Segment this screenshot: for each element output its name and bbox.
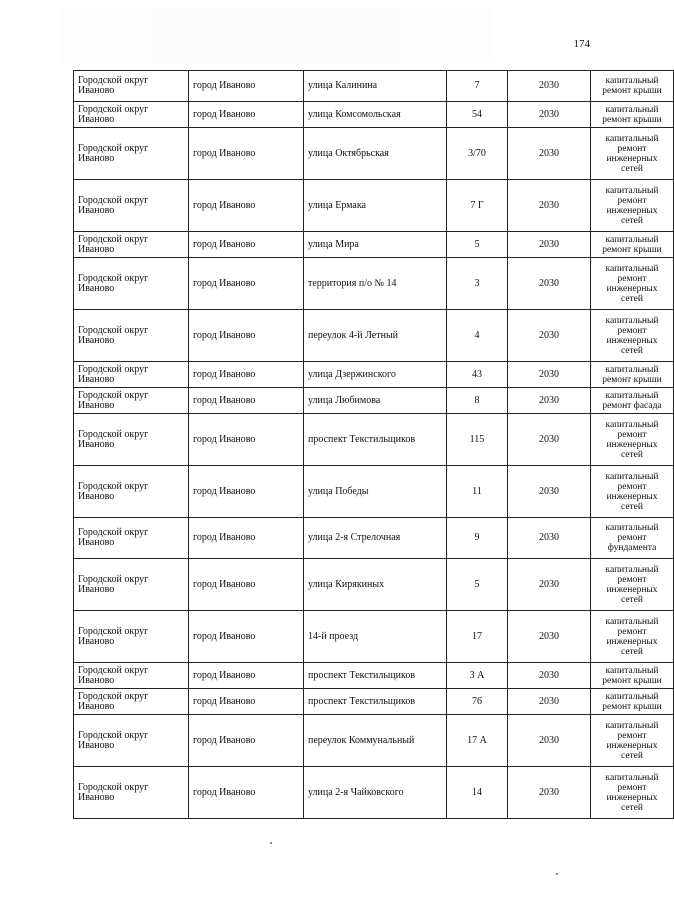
- cell-year: 2030: [508, 128, 591, 180]
- table-row: [74, 414, 674, 466]
- cell-work: капитальный ремонт крыши: [591, 232, 674, 258]
- cell-street: переулок 4-й Летный: [304, 310, 447, 362]
- cell-house: 17 А: [447, 715, 508, 767]
- table-row: [74, 559, 674, 611]
- table-row: [74, 180, 674, 232]
- cell-street: улица 2-я Стрелочная: [304, 518, 447, 559]
- cell-city: город Иваново: [189, 102, 304, 128]
- table-row: [74, 102, 674, 128]
- cell-work: капитальный ремонт крыши: [591, 102, 674, 128]
- cell-city: город Иваново: [189, 362, 304, 388]
- cell-district: Городской округ Иваново: [74, 71, 189, 102]
- cell-city: город Иваново: [189, 128, 304, 180]
- cell-street: улица Дзержинского: [304, 362, 447, 388]
- table-row: [74, 362, 674, 388]
- cell-work: капитальный ремонт инженерных сетей: [591, 258, 674, 310]
- cell-year: 2030: [508, 689, 591, 715]
- cell-house: 7: [447, 71, 508, 102]
- cell-work: капитальный ремонт инженерных сетей: [591, 767, 674, 819]
- cell-street: улица Калинина: [304, 71, 447, 102]
- cell-work: капитальный ремонт крыши: [591, 71, 674, 102]
- cell-city: город Иваново: [189, 518, 304, 559]
- cell-street: улица Кирякиных: [304, 559, 447, 611]
- cell-work: капитальный ремонт фундамента: [591, 518, 674, 559]
- cell-house: 115: [447, 414, 508, 466]
- cell-work: капитальный ремонт крыши: [591, 362, 674, 388]
- cell-city: город Иваново: [189, 71, 304, 102]
- cell-city: город Иваново: [189, 715, 304, 767]
- cell-district: Городской округ Иваново: [74, 128, 189, 180]
- table-row: [74, 71, 674, 102]
- table-row: [74, 128, 674, 180]
- cell-district: Городской округ Иваново: [74, 388, 189, 414]
- housing-repair-table: [73, 70, 674, 819]
- cell-city: город Иваново: [189, 767, 304, 819]
- cell-year: 2030: [508, 466, 591, 518]
- cell-street: 14-й проезд: [304, 611, 447, 663]
- cell-year: 2030: [508, 414, 591, 466]
- cell-district: Городской округ Иваново: [74, 663, 189, 689]
- cell-city: город Иваново: [189, 559, 304, 611]
- cell-house: 17: [447, 611, 508, 663]
- cell-work: капитальный ремонт инженерных сетей: [591, 180, 674, 232]
- cell-year: 2030: [508, 559, 591, 611]
- cell-house: 4: [447, 310, 508, 362]
- page-number: 174: [573, 38, 590, 50]
- cell-district: Городской округ Иваново: [74, 310, 189, 362]
- cell-street: проспект Текстильщиков: [304, 414, 447, 466]
- cell-street: улица Мира: [304, 232, 447, 258]
- cell-street: проспект Текстильщиков: [304, 689, 447, 715]
- cell-work: капитальный ремонт инженерных сетей: [591, 414, 674, 466]
- cell-house: 3: [447, 258, 508, 310]
- scan-speck: [270, 842, 272, 844]
- cell-work: капитальный ремонт инженерных сетей: [591, 128, 674, 180]
- table-row: [74, 689, 674, 715]
- table-row: [74, 388, 674, 414]
- cell-district: Городской округ Иваново: [74, 518, 189, 559]
- cell-year: 2030: [508, 362, 591, 388]
- cell-street: улица Октябрьская: [304, 128, 447, 180]
- cell-house: 76: [447, 689, 508, 715]
- table-row: [74, 715, 674, 767]
- cell-city: город Иваново: [189, 310, 304, 362]
- scan-artifact: [60, 8, 490, 63]
- cell-district: Городской округ Иваново: [74, 689, 189, 715]
- cell-work: капитальный ремонт крыши: [591, 663, 674, 689]
- table-row: [74, 232, 674, 258]
- table-body: [74, 71, 674, 819]
- table-row: [74, 518, 674, 559]
- cell-district: Городской округ Иваново: [74, 466, 189, 518]
- cell-year: 2030: [508, 715, 591, 767]
- cell-work: капитальный ремонт инженерных сетей: [591, 611, 674, 663]
- cell-year: 2030: [508, 663, 591, 689]
- cell-year: 2030: [508, 518, 591, 559]
- cell-district: Городской округ Иваново: [74, 767, 189, 819]
- cell-street: улица Победы: [304, 466, 447, 518]
- table-row: [74, 767, 674, 819]
- cell-year: 2030: [508, 611, 591, 663]
- table-row: [74, 663, 674, 689]
- cell-work: капитальный ремонт фасада: [591, 388, 674, 414]
- cell-year: 2030: [508, 180, 591, 232]
- cell-house: 3 А: [447, 663, 508, 689]
- table-row: [74, 258, 674, 310]
- cell-district: Городской округ Иваново: [74, 362, 189, 388]
- cell-district: Городской округ Иваново: [74, 414, 189, 466]
- cell-house: 5: [447, 559, 508, 611]
- cell-district: Городской округ Иваново: [74, 232, 189, 258]
- cell-house: 11: [447, 466, 508, 518]
- scan-speck: [556, 873, 558, 875]
- cell-work: капитальный ремонт инженерных сетей: [591, 310, 674, 362]
- cell-street: переулок Коммунальный: [304, 715, 447, 767]
- cell-city: город Иваново: [189, 611, 304, 663]
- cell-year: 2030: [508, 310, 591, 362]
- cell-house: 9: [447, 518, 508, 559]
- cell-year: 2030: [508, 102, 591, 128]
- table-row: [74, 611, 674, 663]
- cell-work: капитальный ремонт инженерных сетей: [591, 466, 674, 518]
- cell-year: 2030: [508, 388, 591, 414]
- cell-house: 54: [447, 102, 508, 128]
- table-row: [74, 466, 674, 518]
- cell-city: город Иваново: [189, 258, 304, 310]
- cell-year: 2030: [508, 258, 591, 310]
- cell-work: капитальный ремонт инженерных сетей: [591, 715, 674, 767]
- cell-work: капитальный ремонт крыши: [591, 689, 674, 715]
- cell-district: Городской округ Иваново: [74, 559, 189, 611]
- cell-district: Городской округ Иваново: [74, 258, 189, 310]
- cell-street: улица 2-я Чайковского: [304, 767, 447, 819]
- cell-street: проспект Текстильщиков: [304, 663, 447, 689]
- cell-house: 5: [447, 232, 508, 258]
- cell-city: город Иваново: [189, 689, 304, 715]
- cell-district: Городской округ Иваново: [74, 180, 189, 232]
- cell-year: 2030: [508, 71, 591, 102]
- cell-street: улица Ермака: [304, 180, 447, 232]
- cell-district: Городской округ Иваново: [74, 102, 189, 128]
- cell-house: 3/70: [447, 128, 508, 180]
- cell-year: 2030: [508, 232, 591, 258]
- cell-house: 8: [447, 388, 508, 414]
- cell-district: Городской округ Иваново: [74, 611, 189, 663]
- cell-city: город Иваново: [189, 232, 304, 258]
- cell-street: территория п/о № 14: [304, 258, 447, 310]
- cell-city: город Иваново: [189, 388, 304, 414]
- cell-house: 14: [447, 767, 508, 819]
- cell-work: капитальный ремонт инженерных сетей: [591, 559, 674, 611]
- cell-year: 2030: [508, 767, 591, 819]
- table-row: [74, 310, 674, 362]
- cell-city: город Иваново: [189, 414, 304, 466]
- cell-city: город Иваново: [189, 663, 304, 689]
- cell-street: улица Любимова: [304, 388, 447, 414]
- cell-city: город Иваново: [189, 466, 304, 518]
- cell-street: улица Комсомольская: [304, 102, 447, 128]
- cell-house: 7 Г: [447, 180, 508, 232]
- cell-city: город Иваново: [189, 180, 304, 232]
- cell-house: 43: [447, 362, 508, 388]
- cell-district: Городской округ Иваново: [74, 715, 189, 767]
